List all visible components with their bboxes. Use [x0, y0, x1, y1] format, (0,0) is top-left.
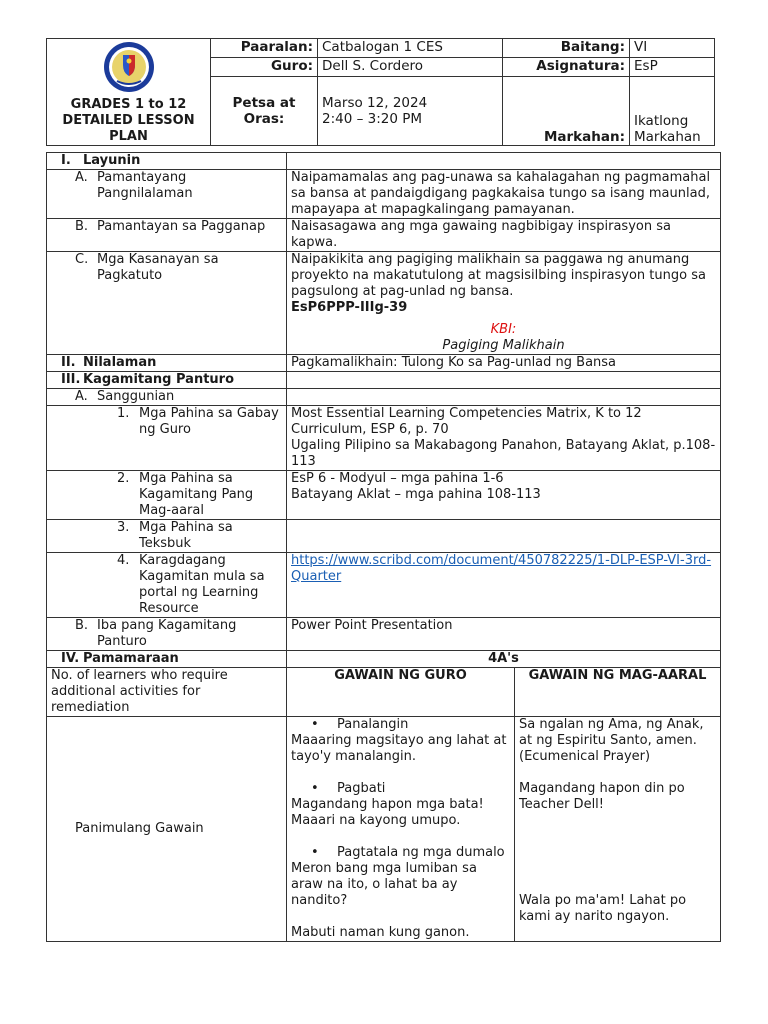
markahan-label: Markahan: [503, 76, 630, 145]
guro-label: Guro: [211, 57, 318, 76]
a-num: A. [75, 170, 88, 185]
kagamitan-heading [47, 372, 287, 389]
panimulang-gawain-label: Panimulang Gawain [47, 717, 287, 942]
teksbuk-value [287, 520, 721, 553]
nilalaman-label: Nilalaman [83, 355, 157, 370]
kasanayan-text: Naipakikita ang pagiging malikhain sa paggawa ng anumang proyekto na makatutulong at magsisilbing inspirasyon tungo sa pagsulong at pag-unlad ng bansa. [291, 252, 706, 299]
nilalaman-heading [47, 355, 287, 372]
s2-value-1: EsP 6 - Modyul – mga pahina 1-6 [291, 471, 504, 486]
layunin-heading [47, 153, 287, 170]
s3-num: 3. [117, 520, 130, 535]
iba-pang-kagamitan-value: Power Point Presentation [287, 618, 721, 651]
iba-pang-kagamitan-label [47, 618, 287, 651]
header-table [46, 38, 715, 146]
pamamaraan-heading [47, 651, 287, 668]
kagamitan-value [287, 372, 721, 389]
layunin-num: I. [61, 153, 71, 168]
paaralan-label: Paaralan: [211, 39, 318, 58]
baitang-label: Baitang: [503, 39, 630, 58]
paaralan-value: Catbalogan 1 CES [318, 39, 503, 58]
c-num: C. [75, 252, 89, 267]
nilalaman-value: Pagkamalikhain: Tulong Ko sa Pag-unlad ng Bansa [287, 355, 721, 372]
layunin-label: Layunin [83, 153, 141, 168]
bullet-icon: • [311, 717, 319, 732]
c-label: Mga Kasanayan sa Pagkatuto [97, 252, 219, 283]
pagbati-text: Magandang hapon mga bata! Maaari na kayong umupo. [291, 797, 484, 828]
nilalaman-num: II. [61, 355, 76, 370]
competency-code: EsP6PPP-IIIg-39 [291, 300, 408, 315]
remediation-label: No. of learners who require additional activities for remediation [47, 668, 287, 717]
layunin-value [287, 153, 721, 170]
kagamitang-mag-aaral-value [287, 471, 721, 520]
pagtatala-text: Meron bang mga lumiban sa araw na ito, o lahat ba ay nandito? [291, 861, 477, 908]
petsa-label [211, 76, 318, 145]
markahan-line2: Markahan [634, 129, 701, 145]
b-label: Pamantayan sa Pagganap [97, 219, 266, 234]
s4-label: Karagdagang Kagamitan mula sa portal ng Learning Resource [139, 553, 265, 616]
attendance-response: Wala po ma'am! Lahat po kami ay narito ngayon. [519, 893, 687, 924]
asignatura-value: EsP [630, 57, 715, 76]
s3-label: Mga Pahina sa Teksbuk [139, 520, 233, 551]
petsa-value [318, 76, 503, 145]
pamamaraan-label: Pamamaraan [83, 651, 179, 666]
baitang-value: VI [630, 39, 715, 58]
gabay-guro-label [47, 406, 287, 471]
panalangin-text: Maaaring magsitayo ang lahat at tayo'y manalangin. [291, 733, 507, 764]
pagtatala-bullet: Pagtatala ng mga dumalo [337, 845, 505, 860]
gawain-guro-heading: GAWAIN NG GURO [287, 668, 515, 717]
s2-num: 2. [117, 471, 130, 486]
s1-value-2: Ugaling Pilipino sa Makabagong Panahon, Batayang Aklat, p.108-113 [291, 438, 716, 469]
markahan-line1: Ikatlong [634, 113, 689, 129]
scribd-link[interactable]: https://www.scribd.com/document/450782225/1-DLP-ESP-VI-3rd-Quarter [291, 553, 712, 584]
sanggunian-heading [47, 389, 287, 406]
panalangin-bullet: Panalangin [337, 717, 409, 732]
kbi-value: Pagiging Malikhain [442, 338, 565, 353]
petsa-label-line2: Oras: [243, 110, 285, 127]
karagdagang-kagamitan-value [287, 553, 721, 618]
iba-label: Iba pang Kagamitang Panturo [97, 618, 237, 649]
four-as-heading: 4A's [287, 651, 721, 668]
pagbati-bullet: Pagbati [337, 781, 386, 796]
a-label: Pamantayang Pangnilalaman [97, 170, 193, 201]
kagamitan-label: Kagamitang Panturo [83, 372, 235, 387]
pamantayang-pangnilalaman-value: Naipamamalas ang pag-unawa sa kahalagahan ng pagmamahal sa bansa at pandaigdigang pagkakaisa tungo sa isang maunlad, mapayapa at mapagkalingang pamayanan. [287, 170, 721, 219]
petsa-time: 2:40 – 3:20 PM [322, 110, 423, 127]
prayer-response: Sa ngalan ng Ama, ng Anak, at ng Espiritu Santo, amen. (Ecumenical Prayer) [519, 717, 704, 764]
sanggunian-num: A. [75, 389, 88, 404]
gawain-guro-cell [287, 717, 515, 942]
logo-cell [47, 39, 211, 146]
asignatura-label: Asignatura: [503, 57, 630, 76]
guro-value: Dell S. Cordero [318, 57, 503, 76]
mga-kasanayan-value [287, 252, 721, 355]
greeting-response: Magandang hapon din po Teacher Dell! [519, 781, 685, 812]
mga-kasanayan-label [47, 252, 287, 355]
karagdagang-kagamitan-label [47, 553, 287, 618]
lesson-plan-table [46, 152, 721, 942]
petsa-label-line1: Petsa at [232, 94, 296, 111]
sanggunian-label: Sanggunian [97, 389, 175, 404]
kagamitan-num: III. [61, 372, 81, 387]
markahan-value [630, 76, 715, 145]
gawain-mag-aaral-heading: GAWAIN NG MAG-AARAL [515, 668, 721, 717]
s4-num: 4. [117, 553, 130, 568]
bullet-icon: • [311, 781, 319, 796]
pamantayang-pangnilalaman-label [47, 170, 287, 219]
teksbuk-label [47, 520, 287, 553]
b-num: B. [75, 219, 89, 234]
pamantayan-sa-pagganap-label [47, 219, 287, 252]
bullet-icon: • [311, 845, 319, 860]
kbi-label: KBI: [490, 322, 517, 337]
lesson-plan-title: GRADES 1 to 12 DETAILED LESSON PLAN [62, 97, 195, 144]
kagamitang-mag-aaral-label [47, 471, 287, 520]
s1-num: 1. [117, 406, 130, 421]
pamantayan-sa-pagganap-value: Naisasagawa ang mga gawaing nagbibigay inspirasyon sa kapwa. [287, 219, 721, 252]
iba-num: B. [75, 618, 89, 633]
mabuti-text: Mabuti naman kung ganon. [291, 925, 470, 940]
s2-value-2: Batayang Aklat – mga pahina 108-113 [291, 487, 541, 502]
s1-label: Mga Pahina sa Gabay ng Guro [139, 406, 279, 437]
gabay-guro-value [287, 406, 721, 471]
petsa-date: Marso 12, 2024 [322, 94, 428, 111]
s2-label: Mga Pahina sa Kagamitang Pang Mag-aaral [139, 471, 254, 518]
pamamaraan-num: IV. [61, 651, 80, 666]
deped-seal-icon [99, 41, 159, 93]
gawain-mag-aaral-cell [515, 717, 721, 942]
sanggunian-value [287, 389, 721, 406]
s1-value-1: Most Essential Learning Competencies Matrix, K to 12 Curriculum, ESP 6, p. 70 [291, 406, 642, 437]
